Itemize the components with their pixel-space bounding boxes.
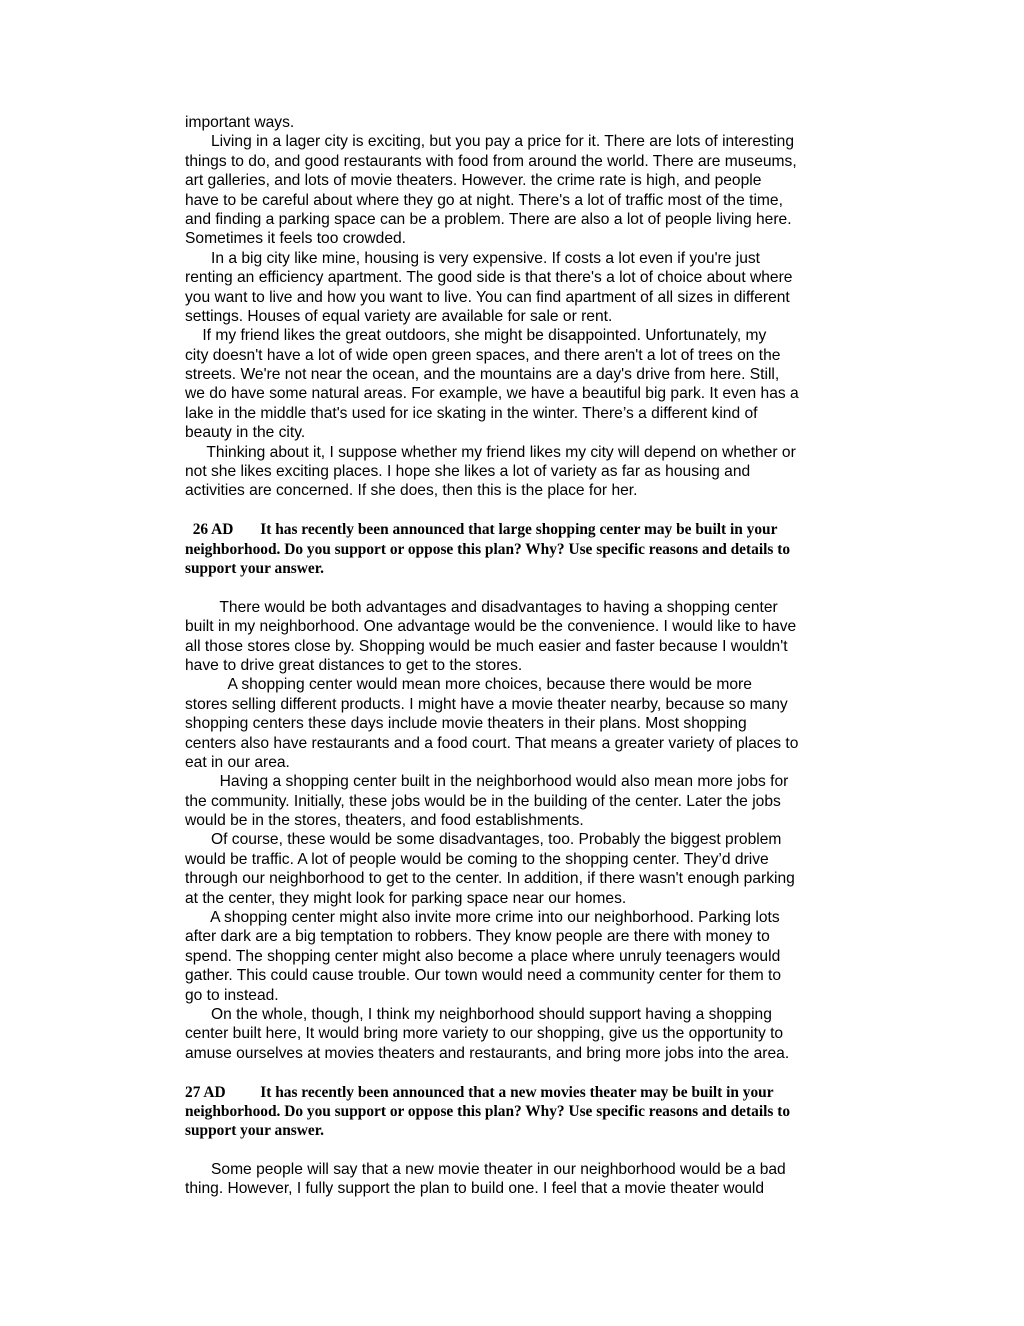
text-line: On the whole, though, I think my neighborhood should support having a shopping <box>185 1005 772 1023</box>
text-line: city doesn't have a lot of wide open green spaces, and there aren't a lot of trees on the <box>185 346 781 364</box>
question-27 <box>185 1083 845 1141</box>
text-line: In a big city like mine, housing is very expensive. If costs a lot even if you're just <box>185 249 761 267</box>
text-line: go to instead. <box>185 986 279 1004</box>
question-line: support your answer. <box>185 559 324 577</box>
text-line: A shopping center would mean more choices, because there would be more <box>185 676 752 694</box>
section-intro <box>185 113 845 501</box>
text-line: you want to live and how you want to live. You can find apartment of all sizes in different <box>185 288 790 306</box>
question-line: support your answer. <box>185 1122 324 1140</box>
text-line: through our neighborhood to get to the center. In addition, if there wasn't enough parking <box>185 870 795 888</box>
text-line: would be in the stores, theaters, and food establishments. <box>185 812 584 830</box>
question-line: neighborhood. Do you support or oppose this plan? Why? Use specific reasons and details to <box>185 1102 791 1120</box>
text-line: not she likes exciting places. I hope she likes a lot of variety as far as housing and <box>185 463 751 481</box>
text-line: If my friend likes the great outdoors, she might be disappointed. Unfortunately, my <box>185 327 767 345</box>
question-line: 27 AD It has recently been announced that a new movies theater may be built in your <box>185 1083 774 1101</box>
text-line: at the center, they might look for parking space near our homes. <box>185 889 627 907</box>
spacer <box>185 578 845 597</box>
spacer <box>185 1141 845 1160</box>
text-line: art galleries, and lots of movie theaters. However. the crime rate is high, and people <box>185 172 762 190</box>
text-line: Living in a lager city is exciting, but you pay a price for it. There are lots of interesting <box>185 133 795 151</box>
text-line: Thinking about it, I suppose whether my friend likes my city will depend on whether or <box>185 443 796 461</box>
text-line: have to be careful about where they go at night. There's a lot of traffic most of the time, <box>185 191 783 209</box>
text-line: shopping centers these days include movie theaters in their plans. Most shopping <box>185 715 747 733</box>
text-line: A shopping center might also invite more crime into our neighborhood. Parking lots <box>185 909 780 927</box>
text-line: amuse ourselves at movies theaters and restaurants, and bring more jobs into the area. <box>185 1044 790 1062</box>
text-line: built in my neighborhood. One advantage would be the convenience. I would like to have <box>185 618 797 636</box>
text-line: all those stores close by. Shopping would be much easier and faster because I wouldn't <box>185 637 788 655</box>
question-line: 26 AD It has recently been announced that large shopping center may be built in your <box>185 521 778 539</box>
spacer <box>185 1063 845 1082</box>
question-26 <box>185 520 845 578</box>
text-line: have to drive great distances to get to the stores. <box>185 656 523 674</box>
text-line: spend. The shopping center might also become a place where unruly teenagers would <box>185 947 781 965</box>
text-line: the community. Initially, these jobs would be in the building of the center. Later the jobs <box>185 792 781 810</box>
text-line: gather. This could cause trouble. Our town would need a community center for them to <box>185 967 782 985</box>
text-line: center built here, It would bring more variety to our shopping, give us the opportunity to <box>185 1025 784 1043</box>
text-line: renting an efficiency apartment. The good side is that there's a lot of choice about where <box>185 269 793 287</box>
text-line: centers also have restaurants and a food court. That means a greater variety of places to <box>185 734 799 752</box>
text-line: Some people will say that a new movie theater in our neighborhood would be a bad <box>185 1161 786 1179</box>
text-line: lake in the middle that's used for ice skating in the winter. There’s a different kind of <box>185 404 758 422</box>
text-line: stores selling different products. I might have a movie theater nearby, because so many <box>185 695 788 713</box>
spacer <box>185 501 845 520</box>
text-line: we do have some natural areas. For example, we have a beautiful big park. It even has a <box>185 385 799 403</box>
text-line: things to do, and good restaurants with food from around the world. There are museums, <box>185 152 797 170</box>
text-line: activities are concerned. If she does, then this is the place for her. <box>185 482 638 500</box>
text-line: Sometimes it feels too crowded. <box>185 230 407 248</box>
question-line: neighborhood. Do you support or oppose this plan? Why? Use specific reasons and details to <box>185 540 791 558</box>
text-line: after dark are a big temptation to robbers. They know people are there with money to <box>185 928 770 946</box>
text-line: Of course, these would be some disadvantages, too. Probably the biggest problem <box>185 831 782 849</box>
text-line: important ways. <box>185 114 295 131</box>
text-line: streets. We're not near the ocean, and the mountains are a day's drive from here. Still, <box>185 366 780 384</box>
text-line: beauty in the city. <box>185 424 306 442</box>
text-line: eat in our area. <box>185 753 290 771</box>
answer-27 <box>185 1160 845 1199</box>
text-line: There would be both advantages and disadvantages to having a shopping center <box>185 598 778 616</box>
document-page <box>185 113 845 1199</box>
text-line: thing. However, I fully support the plan to build one. I feel that a movie theater would <box>185 1180 765 1198</box>
text-line: would be traffic. A lot of people would be coming to the shopping center. They’d drive <box>185 850 769 868</box>
answer-26 <box>185 598 845 1063</box>
text-line: Having a shopping center built in the neighborhood would also mean more jobs for <box>185 773 789 791</box>
text-line: and finding a parking space can be a problem. There are also a lot of people living here. <box>185 210 792 228</box>
text-line: settings. Houses of equal variety are available for sale or rent. <box>185 307 613 325</box>
